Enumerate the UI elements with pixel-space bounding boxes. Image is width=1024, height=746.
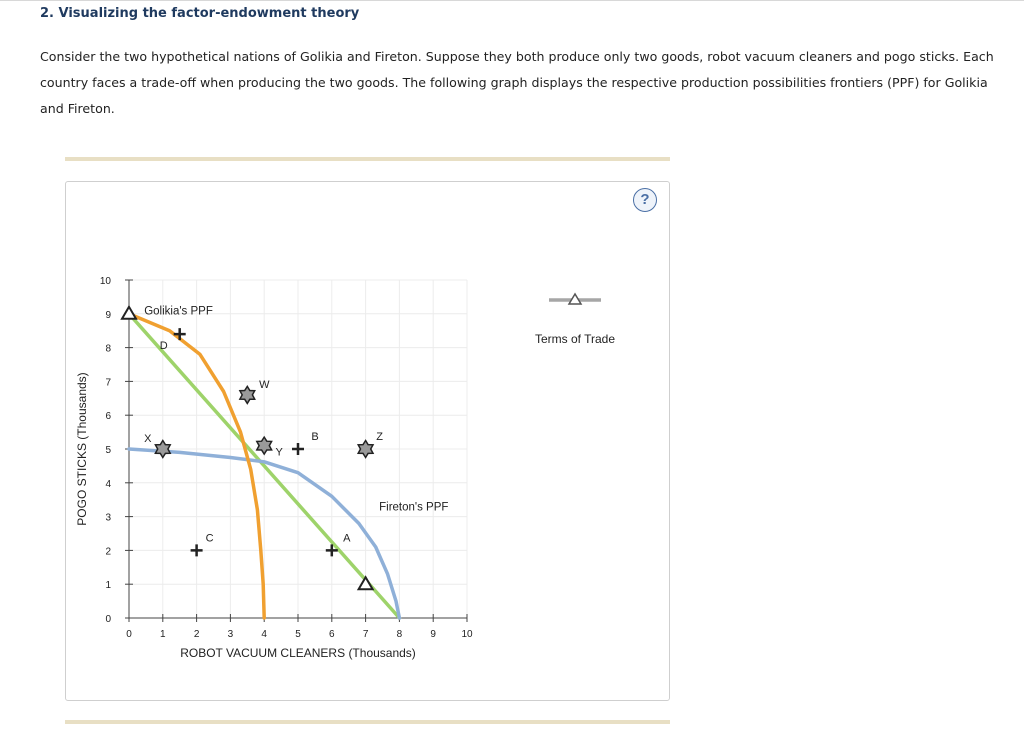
- y-tick-label: 2: [105, 546, 111, 558]
- chart-annotations: [144, 305, 448, 513]
- y-axis-label: POGO STICKS (Thousands): [75, 372, 89, 526]
- x-tick-label: 1: [160, 629, 166, 640]
- chart-points[interactable]: [122, 307, 383, 589]
- x-tick-label: 6: [329, 629, 335, 640]
- x-tick-label: 0: [126, 629, 132, 640]
- y-tick-label: 3: [105, 512, 111, 524]
- y-tick-label: 6: [105, 411, 111, 423]
- point-C-cross: [191, 544, 203, 556]
- y-tick-label: 5: [105, 445, 111, 456]
- annotation-label: Fireton's PPF: [379, 501, 449, 514]
- point-B-label: B: [311, 431, 319, 443]
- x-tick-label: 5: [295, 629, 301, 640]
- point-W-star: [240, 386, 255, 403]
- y-tick-label: 9: [105, 309, 111, 321]
- y-tick-label: 8: [105, 343, 111, 355]
- y-tick-label: 4: [105, 478, 111, 490]
- point-D-cross: [174, 328, 186, 340]
- point-A-label: A: [343, 532, 351, 545]
- x-tick-label: 7: [362, 629, 369, 640]
- chart-ticks: [100, 276, 473, 640]
- point-X-label: X: [144, 433, 152, 445]
- point-Z-star: [358, 441, 373, 458]
- x-tick-label: 10: [461, 629, 473, 640]
- question-intro: Consider the two hypothetical nations of Golikia and Fireton. Suppose they both produce only two goods, robot vacuum cleaners and pogo sticks. Each country faces a trade-off when producing the two goods. The following graph displays the respective production possibilities frontiers (PPF) for Golikia and Fireton.: [40, 49, 994, 116]
- x-tick-label: 9: [430, 629, 436, 640]
- point-Z-label: Z: [376, 431, 383, 443]
- point-Y-label: Y: [275, 446, 283, 459]
- point-C-label: C: [205, 532, 214, 545]
- point-B-cross: [292, 443, 304, 455]
- x-tick-label: 3: [227, 629, 234, 640]
- y-tick-label: 1: [105, 580, 111, 592]
- x-axis-label: ROBOT VACUUM CLEANERS (Thousands): [180, 646, 416, 660]
- question-title: 2. Visualizing the factor-endowment theory: [40, 6, 360, 21]
- y-tick-label: 10: [99, 276, 111, 287]
- point-X-star: [155, 441, 170, 458]
- point-W-label: W: [259, 378, 270, 391]
- point-Y-star: [257, 437, 272, 454]
- point-triangle: [122, 307, 136, 319]
- help-icon[interactable]: ?: [633, 188, 657, 212]
- annotation-label: Golikia's PPF: [144, 305, 213, 318]
- x-tick-label: 2: [193, 629, 200, 640]
- terms-of-trade-legend-label: Terms of Trade: [534, 332, 616, 346]
- point-D-label: D: [159, 340, 168, 353]
- y-tick-label: 0: [105, 614, 111, 625]
- x-tick-label: 8: [396, 629, 403, 640]
- x-tick-label: 4: [261, 629, 267, 640]
- chart-legend[interactable]: [535, 294, 615, 346]
- y-tick-label: 7: [105, 377, 111, 389]
